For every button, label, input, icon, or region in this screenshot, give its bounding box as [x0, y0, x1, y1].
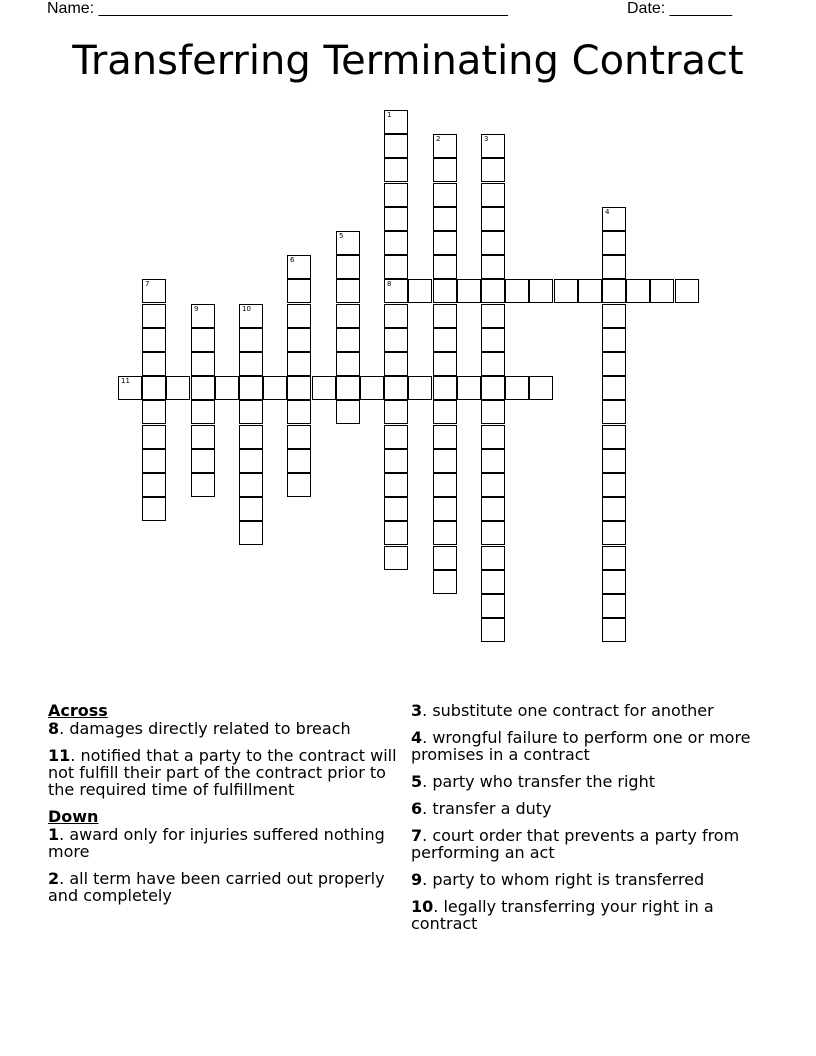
crossword-cell[interactable]: [505, 279, 529, 303]
clue-down-7: 7. court order that prevents a party from performing an act: [411, 826, 740, 862]
crossword-cell[interactable]: [384, 207, 408, 231]
crossword-cell[interactable]: [287, 400, 311, 424]
crossword-cell[interactable]: [433, 158, 457, 182]
crossword-cell[interactable]: [287, 449, 311, 473]
crossword-cell[interactable]: [457, 279, 481, 303]
crossword-cell[interactable]: [481, 376, 505, 400]
crossword-cell[interactable]: [481, 158, 505, 182]
crossword-cell[interactable]: [239, 352, 263, 376]
crossword-cell[interactable]: [433, 376, 457, 400]
crossword-cell[interactable]: [433, 255, 457, 279]
clue-text: substitute one contract for another: [432, 701, 714, 720]
crossword-cell[interactable]: [384, 449, 408, 473]
crossword-cell[interactable]: [336, 400, 360, 424]
crossword-cell[interactable]: [142, 449, 166, 473]
crossword-cell[interactable]: [433, 521, 457, 545]
crossword-cell[interactable]: [191, 304, 215, 328]
crossword-cell[interactable]: [433, 279, 457, 303]
crossword-cell[interactable]: [650, 279, 674, 303]
clue-number: 6: [411, 799, 423, 818]
crossword-cell[interactable]: [481, 352, 505, 376]
crossword-cell[interactable]: [602, 352, 626, 376]
clue-text: transfer a duty: [432, 799, 552, 818]
crossword-cell[interactable]: [602, 304, 626, 328]
crossword-cell[interactable]: [602, 618, 626, 642]
clue-number: 9: [411, 870, 423, 889]
clues-left-column: [48, 702, 398, 914]
crossword-cell[interactable]: [142, 425, 166, 449]
crossword-cell[interactable]: [481, 255, 505, 279]
crossword-cell[interactable]: [239, 400, 263, 424]
cell-number: 8: [387, 280, 392, 288]
crossword-cell[interactable]: [481, 521, 505, 545]
crossword-cell[interactable]: [384, 376, 408, 400]
crossword-cell[interactable]: [312, 376, 336, 400]
clue-number: 7: [411, 826, 423, 845]
crossword-cell[interactable]: [384, 497, 408, 521]
crossword-cell[interactable]: [384, 352, 408, 376]
crossword-cell[interactable]: [384, 425, 408, 449]
across-heading: Across: [48, 701, 108, 720]
clue-down-1: 1. award only for injuries suffered nothing more: [48, 825, 385, 861]
crossword-cell[interactable]: [602, 207, 626, 231]
crossword-cell[interactable]: [384, 521, 408, 545]
crossword-cell[interactable]: [481, 279, 505, 303]
clue-text: notified that a party to the contract will not fulfill their part of the contract prior to the required time of fulfillment: [48, 746, 397, 799]
cell-number: 7: [145, 280, 150, 288]
crossword-cell[interactable]: [481, 473, 505, 497]
crossword-cell[interactable]: [287, 352, 311, 376]
crossword-cell[interactable]: [142, 304, 166, 328]
crossword-cell[interactable]: [481, 207, 505, 231]
crossword-cell[interactable]: [287, 279, 311, 303]
crossword-cell[interactable]: [578, 279, 602, 303]
crossword-cell[interactable]: [239, 449, 263, 473]
clue-number: 10: [411, 897, 434, 916]
clue-down-9: 9. party to whom right is transferred: [411, 870, 705, 889]
crossword-cell[interactable]: [263, 376, 287, 400]
crossword-cell[interactable]: [554, 279, 578, 303]
crossword-cell[interactable]: [191, 449, 215, 473]
clue-number: 8: [48, 719, 60, 738]
crossword-cell[interactable]: [384, 255, 408, 279]
crossword-cell[interactable]: [433, 352, 457, 376]
crossword-cell[interactable]: [384, 134, 408, 158]
crossword-cell[interactable]: [336, 352, 360, 376]
clue-text: party to whom right is transferred: [432, 870, 705, 889]
down-heading: Down: [48, 807, 99, 826]
crossword-cell[interactable]: [433, 570, 457, 594]
cell-number: 9: [194, 305, 199, 313]
crossword-cell[interactable]: [384, 231, 408, 255]
crossword-cell[interactable]: [602, 279, 626, 303]
clue-down-10: 10. legally transferring your right in a contract: [411, 897, 714, 933]
crossword-cell[interactable]: [626, 279, 650, 303]
crossword-cell[interactable]: [481, 449, 505, 473]
crossword-cell[interactable]: [481, 570, 505, 594]
crossword-cell[interactable]: [191, 400, 215, 424]
clue-down-4: 4. wrongful failure to perform one or more promises in a contract: [411, 728, 751, 764]
crossword-cell[interactable]: [481, 546, 505, 570]
crossword-cell[interactable]: [602, 425, 626, 449]
cell-number: 1: [387, 111, 392, 119]
clue-number: 5: [411, 772, 423, 791]
crossword-cell[interactable]: [142, 376, 166, 400]
clue-text: damages directly related to breach: [69, 719, 351, 738]
crossword-cell[interactable]: [433, 425, 457, 449]
crossword-cell[interactable]: [287, 473, 311, 497]
crossword-cell[interactable]: [384, 400, 408, 424]
crossword-cell[interactable]: [602, 546, 626, 570]
crossword-cell[interactable]: [481, 183, 505, 207]
clue-number: 11: [48, 746, 71, 765]
crossword-cell[interactable]: [336, 231, 360, 255]
crossword-cell[interactable]: [142, 400, 166, 424]
crossword-cell[interactable]: [433, 304, 457, 328]
crossword-cell[interactable]: [360, 376, 384, 400]
crossword-cell[interactable]: [166, 376, 190, 400]
crossword-cell[interactable]: [384, 328, 408, 352]
crossword-cell[interactable]: [602, 497, 626, 521]
crossword-cell[interactable]: [191, 376, 215, 400]
page-title: Transferring Terminating Contract: [72, 38, 744, 84]
crossword-cell[interactable]: [457, 376, 481, 400]
crossword-cell[interactable]: [384, 110, 408, 134]
crossword-cell[interactable]: [191, 425, 215, 449]
crossword-cell[interactable]: [215, 376, 239, 400]
crossword-cell[interactable]: [481, 425, 505, 449]
crossword-cell[interactable]: [142, 497, 166, 521]
clue-number: 1: [48, 825, 60, 844]
cell-number: 11: [121, 377, 130, 385]
crossword-cell[interactable]: [529, 376, 553, 400]
crossword-cell[interactable]: [384, 158, 408, 182]
crossword-cell[interactable]: [433, 400, 457, 424]
crossword-cell[interactable]: [529, 279, 553, 303]
crossword-cell[interactable]: [433, 207, 457, 231]
crossword-cell[interactable]: [481, 328, 505, 352]
crossword-cell[interactable]: [118, 376, 142, 400]
crossword-cell[interactable]: [287, 425, 311, 449]
clue-across-11: 11. notified that a party to the contract will not fulfill their part of the contract prior to the required time of fulfillment: [48, 746, 397, 799]
clue-number: 3: [411, 701, 423, 720]
clue-across-8: 8. damages directly related to breach: [48, 719, 351, 738]
crossword-cell[interactable]: [433, 449, 457, 473]
crossword-cell[interactable]: [433, 328, 457, 352]
clue-down-6: 6. transfer a duty: [411, 799, 552, 818]
clue-down-2: 2. all term have been carried out properly and completely: [48, 869, 385, 905]
cell-number: 4: [605, 208, 610, 216]
crossword-cell[interactable]: [602, 594, 626, 618]
crossword-cell[interactable]: [433, 473, 457, 497]
name-field-label: Name: ______________________________________________: [47, 0, 508, 17]
crossword-cell[interactable]: [602, 449, 626, 473]
crossword-cell[interactable]: [336, 255, 360, 279]
crossword-cell[interactable]: [481, 134, 505, 158]
crossword-cell[interactable]: [481, 400, 505, 424]
crossword-cell[interactable]: [433, 497, 457, 521]
crossword-cell[interactable]: [384, 304, 408, 328]
cell-number: 3: [484, 135, 489, 143]
crossword-cell[interactable]: [142, 328, 166, 352]
crossword-cell[interactable]: [142, 279, 166, 303]
crossword-cell[interactable]: [602, 521, 626, 545]
crossword-cell[interactable]: [433, 183, 457, 207]
crossword-cell[interactable]: [239, 497, 263, 521]
crossword-cell[interactable]: [384, 546, 408, 570]
clue-down-3: 3. substitute one contract for another: [411, 701, 714, 720]
crossword-cell[interactable]: [602, 400, 626, 424]
crossword-cell[interactable]: [336, 376, 360, 400]
clue-text: party who transfer the right: [432, 772, 655, 791]
crossword-cell[interactable]: [408, 279, 432, 303]
crossword-cell[interactable]: [142, 352, 166, 376]
clue-text: award only for injuries suffered nothing more: [48, 825, 385, 861]
crossword-cell[interactable]: [142, 473, 166, 497]
crossword-cell[interactable]: [433, 546, 457, 570]
crossword-cell[interactable]: [287, 255, 311, 279]
cell-number: 6: [290, 256, 295, 264]
crossword-cell[interactable]: [433, 231, 457, 255]
crossword-cell[interactable]: [287, 304, 311, 328]
clue-number: 4: [411, 728, 423, 747]
crossword-cell[interactable]: [239, 521, 263, 545]
crossword-cell[interactable]: [384, 279, 408, 303]
crossword-cell[interactable]: [481, 594, 505, 618]
crossword-cell[interactable]: [481, 618, 505, 642]
crossword-cell[interactable]: [336, 328, 360, 352]
crossword-cell[interactable]: [602, 473, 626, 497]
crossword-cell[interactable]: [481, 497, 505, 521]
crossword-cell[interactable]: [191, 473, 215, 497]
crossword-cell[interactable]: [239, 473, 263, 497]
crossword-cell[interactable]: [433, 134, 457, 158]
clue-text: wrongful failure to perform one or more promises in a contract: [411, 728, 751, 764]
crossword-cell[interactable]: [384, 183, 408, 207]
crossword-cell[interactable]: [336, 304, 360, 328]
clue-text: all term have been carried out properly and completely: [48, 869, 385, 905]
crossword-cell[interactable]: [505, 376, 529, 400]
crossword-cell[interactable]: [287, 328, 311, 352]
clue-number: 2: [48, 869, 60, 888]
crossword-cell[interactable]: [239, 304, 263, 328]
crossword-cell[interactable]: [602, 231, 626, 255]
crossword-cell[interactable]: [336, 279, 360, 303]
crossword-cell[interactable]: [191, 328, 215, 352]
crossword-cell[interactable]: [602, 255, 626, 279]
crossword-cell[interactable]: [602, 570, 626, 594]
cell-number: 10: [242, 305, 251, 313]
crossword-cell[interactable]: [191, 352, 215, 376]
cell-number: 2: [436, 135, 441, 143]
date-field-label: Date: _______: [627, 0, 732, 17]
crossword-cell[interactable]: [481, 304, 505, 328]
crossword-cell[interactable]: [239, 425, 263, 449]
cell-number: 5: [339, 232, 344, 240]
crossword-cell[interactable]: [239, 376, 263, 400]
crossword-cell[interactable]: [287, 376, 311, 400]
clue-text: court order that prevents a party from performing an act: [411, 826, 740, 862]
crossword-cell[interactable]: [408, 376, 432, 400]
clue-text: legally transferring your right in a contract: [411, 897, 714, 933]
crossword-cell[interactable]: [239, 328, 263, 352]
crossword-cell[interactable]: [602, 328, 626, 352]
clue-down-5: 5. party who transfer the right: [411, 772, 655, 791]
crossword-cell[interactable]: [384, 473, 408, 497]
crossword-cell[interactable]: [675, 279, 699, 303]
clues-right-column: [411, 702, 756, 942]
crossword-cell[interactable]: [481, 231, 505, 255]
crossword-cell[interactable]: [602, 376, 626, 400]
